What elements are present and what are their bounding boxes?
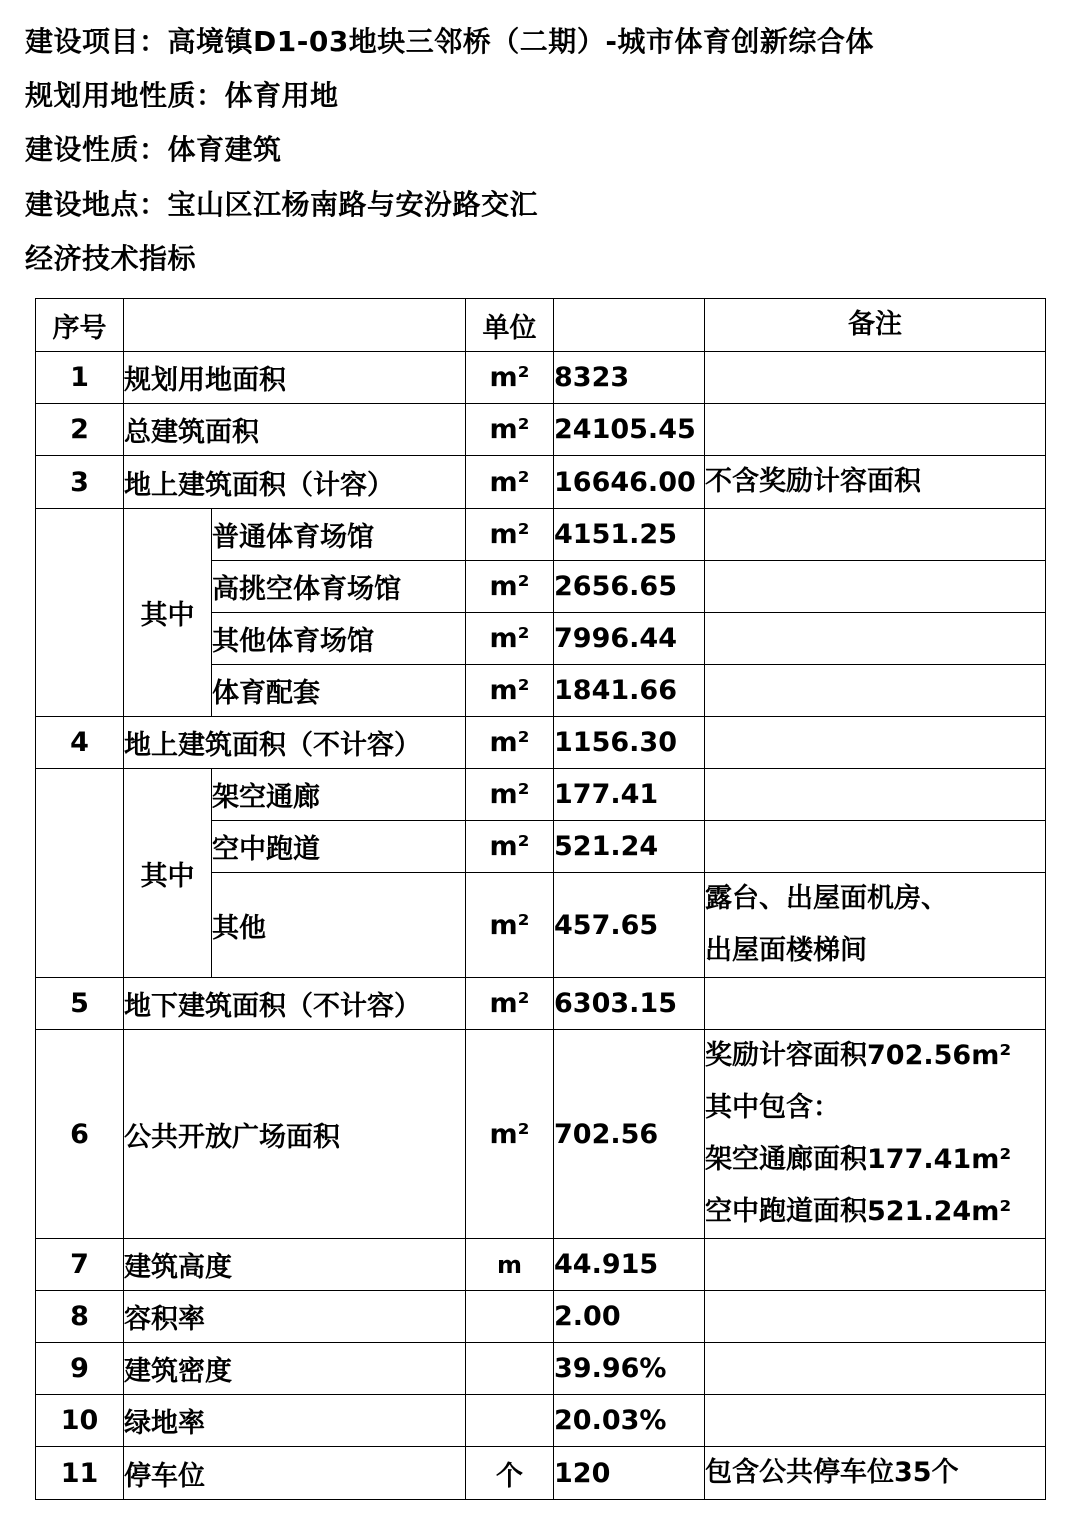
row-note [705,509,1046,561]
row-note [705,1030,1046,1239]
table-row [36,769,1046,821]
unit-text: m² [489,362,530,393]
row-value: 521.24 [554,821,705,873]
row-unit [466,1447,554,1500]
row-item: 总建筑面积 [124,404,466,456]
group-label: 其中 [124,509,212,717]
table-row [36,1030,1046,1239]
table-row [36,717,1046,769]
row-unit [466,561,554,613]
unit-text: m² [489,571,530,602]
building-type: 建设性质：体育建筑 [25,133,282,166]
row-note [705,352,1046,404]
note-line: 露台、出屋面机房、 [705,883,948,914]
row-value: 177.41 [554,769,705,821]
note-line: 架空通廊面积177.41m² [705,1144,1012,1175]
table-row [36,1291,1046,1343]
table-row [36,352,1046,404]
row-index: 6 [36,1030,124,1239]
row-unit [466,665,554,717]
note-line: 出屋面楼梯间 [705,935,867,966]
unit-text: m² [489,909,530,941]
table-row [36,1447,1046,1500]
row-value: 120 [554,1447,705,1500]
row-note [705,1239,1046,1291]
row-item: 地上建筑面积（不计容） [124,717,466,769]
project-location: 建设地点：宝山区江杨南路与安汾路交汇 [25,188,539,221]
unit-text: m [496,1251,522,1279]
column-header-item [124,299,466,352]
row-value: 39.96% [554,1343,705,1395]
row-value: 44.915 [554,1239,705,1291]
row-note: 不含奖励计容面积 [705,456,1046,509]
row-index: 7 [36,1239,124,1291]
unit-text: m² [489,675,530,706]
unit-text: m² [489,519,530,550]
row-value: 20.03% [554,1395,705,1447]
table-header-row [36,299,1046,352]
row-note [705,665,1046,717]
row-index-empty [36,509,124,717]
row-index: 3 [36,456,124,509]
project-name: 建设项目：高境镇D1-03地块三邻桥（二期）-城市体育创新综合体 [25,25,874,58]
row-note [705,1395,1046,1447]
column-header-note: 备注 [705,299,1046,352]
row-unit [466,873,554,978]
row-note [705,561,1046,613]
row-sub-item: 其他体育场馆 [212,613,466,665]
table-row [36,509,1046,561]
row-index: 4 [36,717,124,769]
row-item: 容积率 [124,1291,466,1343]
table-row [36,1395,1046,1447]
row-index: 10 [36,1395,124,1447]
row-value: 8323 [554,352,705,404]
row-index: 9 [36,1343,124,1395]
column-header-value [554,299,705,352]
row-item: 公共开放广场面积 [124,1030,466,1239]
row-index: 5 [36,978,124,1030]
unit-text: 个 [496,1460,523,1492]
row-unit [466,821,554,873]
note-line: 空中跑道面积521.24m² [705,1196,1012,1227]
row-value: 1841.66 [554,665,705,717]
section-title: 经济技术指标 [25,242,197,275]
economic-indicators-table [35,298,1046,1500]
row-unit [466,404,554,456]
unit-text: m² [489,831,530,862]
unit-text: m² [489,988,530,1019]
row-value: 2.00 [554,1291,705,1343]
column-header-unit: 单位 [466,299,554,352]
table-row [36,1239,1046,1291]
row-note [705,873,1046,978]
row-value: 457.65 [554,873,705,978]
row-unit [466,1343,554,1395]
table-row [36,978,1046,1030]
row-value: 6303.15 [554,978,705,1030]
table-row [36,1343,1046,1395]
note-line: 其中包含： [705,1092,840,1123]
row-unit [466,1395,554,1447]
row-unit [466,717,554,769]
row-value: 1156.30 [554,717,705,769]
row-unit [466,456,554,509]
row-value: 4151.25 [554,509,705,561]
row-note [705,978,1046,1030]
row-unit [466,1239,554,1291]
row-unit [466,1291,554,1343]
row-index: 2 [36,404,124,456]
unit-text: m² [489,727,530,758]
row-sub-item: 其他 [212,873,466,978]
row-index: 1 [36,352,124,404]
column-header-index: 序号 [36,299,124,352]
unit-text: m² [489,466,530,498]
land-use-type: 规划用地性质：体育用地 [25,79,339,112]
row-value: 7996.44 [554,613,705,665]
row-index-empty [36,769,124,978]
row-sub-item: 架空通廊 [212,769,466,821]
row-note: 包含公共停车位35个 [705,1447,1046,1500]
row-note [705,1343,1046,1395]
note-line: 奖励计容面积702.56m² [705,1040,1012,1071]
row-index: 11 [36,1447,124,1500]
row-value: 24105.45 [554,404,705,456]
unit-text: m² [489,1118,530,1150]
row-item: 规划用地面积 [124,352,466,404]
row-sub-item: 普通体育场馆 [212,509,466,561]
row-note [705,613,1046,665]
row-note [705,821,1046,873]
row-sub-item: 高挑空体育场馆 [212,561,466,613]
row-item: 地下建筑面积（不计容） [124,978,466,1030]
row-value: 702.56 [554,1030,705,1239]
row-unit [466,1030,554,1239]
row-item: 地上建筑面积（计容） [124,456,466,509]
row-sub-item: 空中跑道 [212,821,466,873]
row-value: 2656.65 [554,561,705,613]
group-label: 其中 [124,769,212,978]
row-note [705,404,1046,456]
row-item: 绿地率 [124,1395,466,1447]
row-item: 建筑高度 [124,1239,466,1291]
unit-text: m² [489,414,530,445]
row-sub-item: 体育配套 [212,665,466,717]
row-unit [466,352,554,404]
row-note [705,769,1046,821]
table-row [36,404,1046,456]
row-unit [466,769,554,821]
unit-text: m² [489,623,530,654]
row-unit [466,978,554,1030]
row-item: 停车位 [124,1447,466,1500]
row-unit [466,509,554,561]
row-note [705,1291,1046,1343]
row-unit [466,613,554,665]
table-row [36,456,1046,509]
row-note [705,717,1046,769]
row-value: 16646.00 [554,456,705,509]
unit-text: m² [489,779,530,810]
row-index: 8 [36,1291,124,1343]
row-item: 建筑密度 [124,1343,466,1395]
